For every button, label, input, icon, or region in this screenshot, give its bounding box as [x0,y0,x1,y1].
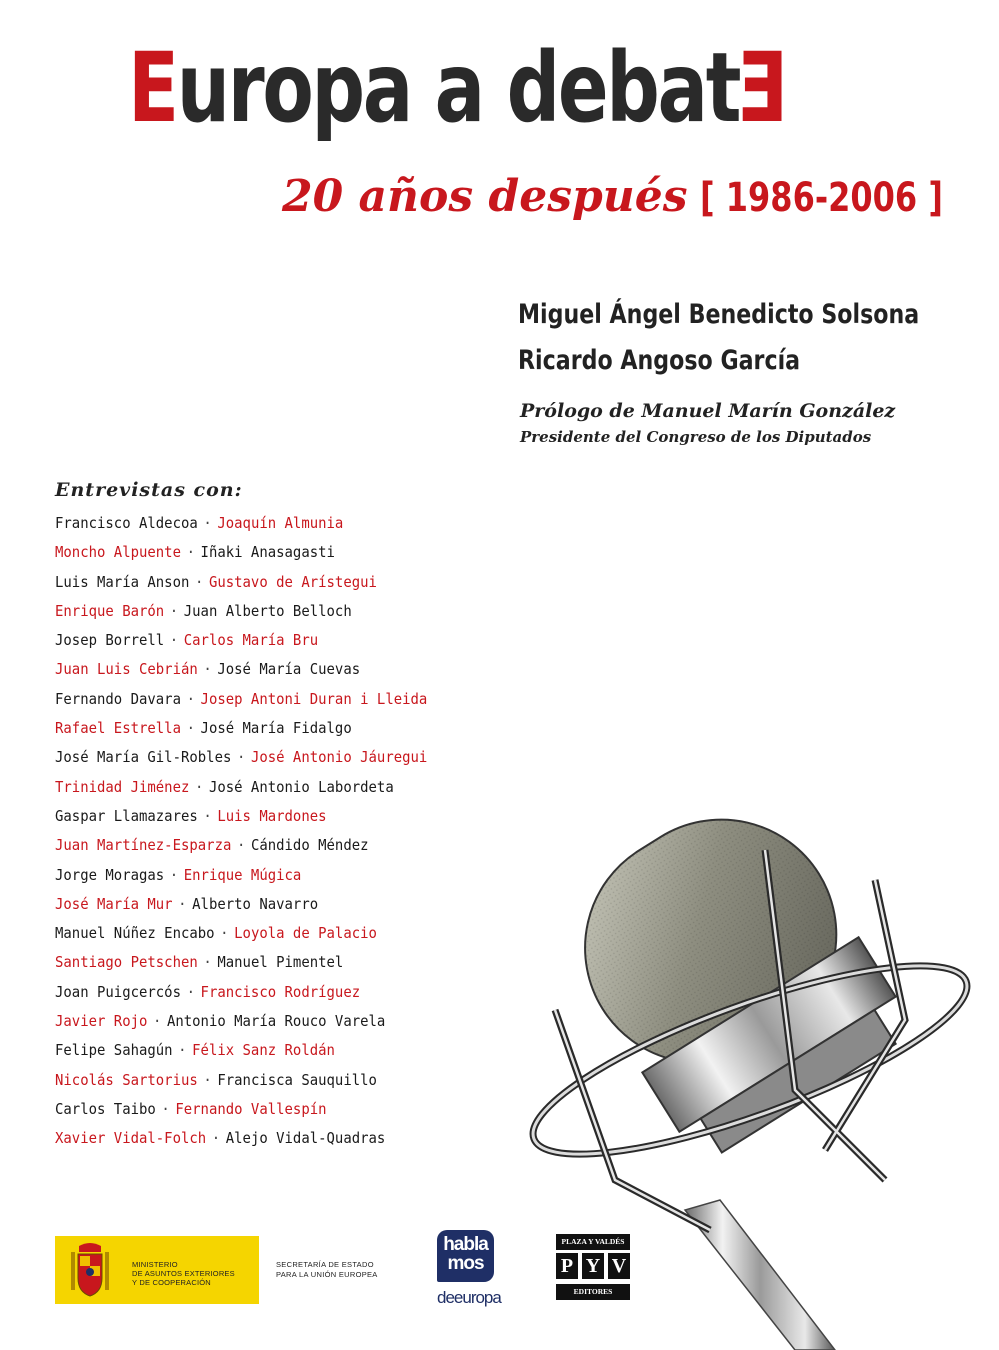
interviewee-name: Manuel Núñez Encabo [55,924,215,943]
publisher-letter-v: V [608,1253,630,1279]
hablamos-line-2: mos [447,1253,484,1274]
interviewee-row [55,655,483,684]
title-first-letter: E [128,32,177,144]
interviewee-row [55,773,483,802]
interviewee-row [55,1124,483,1153]
interviewee-name: Felipe Sahagún [55,1041,173,1060]
interviewee-name: Juan Luis Cebrián [55,660,198,679]
interviewee-name: Francisca Sauquillo [217,1070,377,1089]
interviewee-row [55,509,483,538]
interviewee-name: Nicolás Sartorius [55,1070,198,1089]
interviewee-name: Francisco Aldecoa [55,514,198,532]
interviewee-row [55,597,483,626]
interviewee-name: Rafael Estrella [55,719,181,738]
separator: · [186,543,195,562]
interviewee-row [55,1007,483,1036]
separator: · [178,894,187,913]
interviewee-name: Alejo Vidal-Quadras [225,1129,386,1148]
subtitle-text: 20 años después [282,171,688,222]
interviewee-row [55,919,483,948]
interviewee-row [55,685,483,714]
interviewee-name: Fernando Davara [55,689,181,708]
interviewee-row [55,831,483,860]
publisher-top: PLAZA Y VALDÉS [556,1234,630,1250]
prologue-line-1: Prólogo de Manuel Marín González [520,400,896,422]
interviewee-name: Iñaki Anasagasti [200,543,335,562]
separator: · [178,1041,187,1060]
separator: · [186,719,195,738]
interviewee-row [55,861,483,890]
secretaria-line-2: PARA LA UNIÓN EUROPEA [276,1270,378,1279]
interviewee-name: Josep Antoni Duran i Lleida [200,689,428,708]
interviewee-name: Fernando Vallespín [175,1099,327,1118]
interviewee-name: Luis Mardones [217,806,327,825]
interviewee-name: Gustavo de Arístegui [208,572,377,591]
prologue [520,400,895,446]
interviewee-name: Moncho Alpuente [55,543,181,562]
secretaria-line-1: SECRETARÍA DE ESTADO [276,1260,374,1269]
separator: · [203,660,212,679]
interviewee-name: Loyola de Palacio [234,924,377,943]
title-middle: uropa a debat [176,32,740,144]
interviewee-name: Manuel Pimentel [217,953,344,972]
interviewee-name: Jorge Moragas [55,865,165,884]
interviewee-name: Carlos María Bru [183,631,319,650]
publisher-logo [556,1232,630,1302]
book-subtitle [282,171,999,222]
interviewee-name: Enrique Barón [55,601,165,620]
separator: · [161,1099,170,1118]
interviewee-name: Luis María Anson [55,572,190,591]
interviewee-name: José Antonio Jáuregui [250,748,428,767]
separator: · [169,865,179,884]
separator: · [203,953,212,972]
spanish-coat-of-arms-icon [67,1242,113,1298]
authors [518,292,988,384]
interviewee-name: Juan Alberto Belloch [183,601,352,620]
interviewee-name: José María Mur [55,894,173,913]
title-last-letter-mirrored: E [739,32,788,144]
interviewee-name: Enrique Múgica [183,865,302,884]
interviewee-name: Javier Rojo [55,1012,148,1031]
hablamos-badge [437,1230,494,1282]
interviewee-name: Xavier Vidal-Folch [55,1129,207,1148]
interviewee-name: José María Gil-Robles [55,748,232,767]
interviewee-name: Francisco Rodríguez [200,982,361,1001]
interviewee-name: Gaspar Llamazares [55,806,198,825]
prologue-line-2: Presidente del Congreso de los Diputados [520,428,872,446]
interviews-heading: Entrevistas con: [55,479,243,501]
hablamos-logo [437,1230,527,1310]
separator: · [236,836,246,855]
interviewee-row [55,714,483,743]
interviewee-name: José María Cuevas [217,660,361,679]
interviewee-row [55,568,483,597]
separator: · [186,982,195,1001]
interviewee-name: Josep Borrell [55,631,165,650]
separator: · [220,924,229,943]
separator: · [236,748,246,767]
interviewee-row [55,743,483,772]
interviewee-name: Juan Martínez-Esparza [55,836,232,855]
interviewee-row [55,978,483,1007]
interviewee-row [55,538,483,567]
separator: · [194,572,204,591]
ministry-logo [55,1236,259,1304]
author-1: Miguel Ángel Benedicto Solsona [518,299,920,330]
author-2: Ricardo Angoso García [518,345,801,376]
interviewee-row [55,802,483,831]
interviewee-name: Cándido Méndez [250,836,369,855]
interviewee-list [55,509,515,1154]
publisher-letter-y: Y [582,1253,604,1279]
interviewee-name: Alberto Navarro [192,894,319,913]
interviewee-name: Trinidad Jiménez [55,777,190,796]
separator: · [169,601,179,620]
book-title [128,32,788,144]
interviewee-name: Carlos Taibo [55,1099,156,1118]
separator: · [194,777,204,796]
interviewee-name: Joan Puigcercós [55,982,181,1001]
publisher-letters [556,1253,630,1279]
interviewee-row [55,890,483,919]
hablamos-subtitle: deeuropa [437,1288,501,1307]
separator: · [211,1129,221,1148]
secretaria-logo [276,1260,378,1280]
interviewee-name: José María Fidalgo [200,719,352,738]
subtitle-years: [ 1986-2006 ] [699,175,943,221]
interviewee-row [55,1036,483,1065]
interviewee-row [55,1066,483,1095]
separator: · [169,631,179,650]
interviewee-name: Félix Sanz Roldán [192,1041,335,1060]
interviewee-name: José Antonio Labordeta [208,777,394,796]
separator: · [152,1012,162,1031]
interviewee-name: Joaquín Almunia [217,514,344,532]
interviewee-row [55,626,483,655]
separator: · [203,514,212,532]
interviewee-name: Santiago Petschen [55,953,198,972]
publisher-bottom: EDITORES [556,1284,630,1300]
separator: · [203,806,212,825]
hablamos-line-1: habla [443,1234,488,1255]
separator: · [186,689,195,708]
interviewee-name: Antonio María Rouco Varela [166,1012,386,1031]
ministry-line-3: Y DE COOPERACIÓN [132,1278,211,1287]
ministry-line-2: DE ASUNTOS EXTERIORES [132,1269,235,1278]
interviewee-row [55,948,483,977]
interviewee-row [55,1095,483,1124]
publisher-letter-p: P [556,1253,578,1279]
ministry-line-1: MINISTERIO [132,1260,178,1269]
separator: · [203,1070,212,1089]
